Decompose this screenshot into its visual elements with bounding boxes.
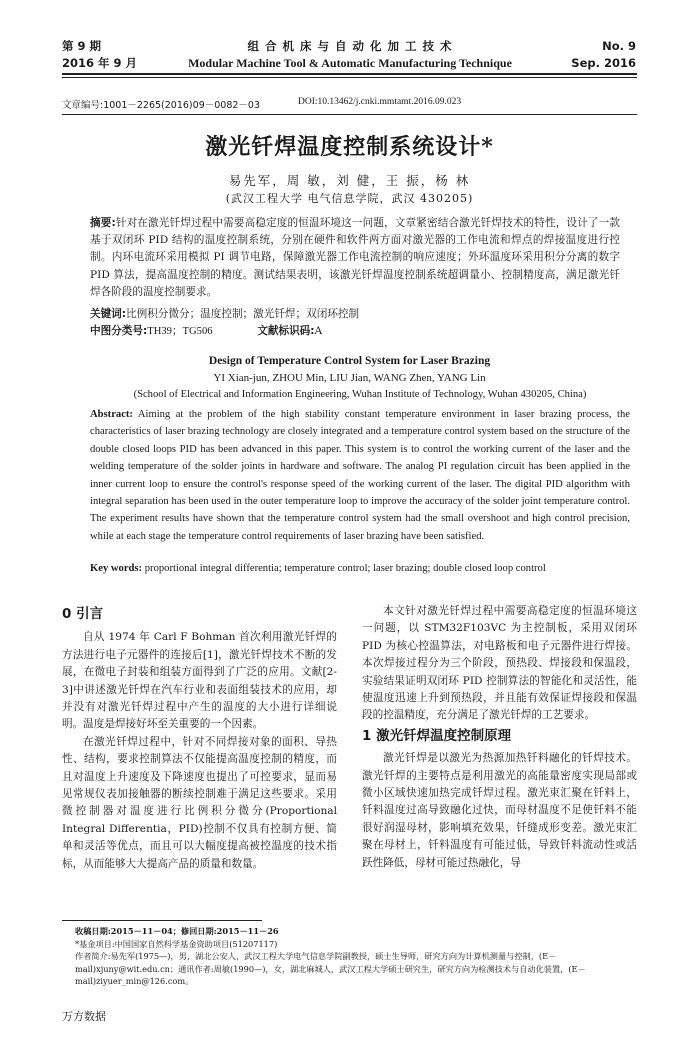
doc-value: A: [314, 325, 323, 337]
english-authors: YI Xian-jun, ZHOU Min, LIU Jian, WANG Zhen, YANG Lin: [213, 372, 486, 384]
header-rule-thick: [62, 73, 637, 75]
left-paragraph-2: 在激光钎焊过程中，针对不同焊接对象的面积、导热性、结构，要求控制算法不仅能提高温度控制的精度，而且对温度上升速度及下降速度也提出了可控要求，显而易见常规仪表加接触器的断续控制难于满足这些要求。采用微控制器对温度进行比例积分微分(Proportional Integral Differentia，PID)控制不仅具有控制方便、简单和灵活等优点，而且可以大幅度提高被控温度的技术指标，从而能够大大提高产品的质量和数量。: [62, 735, 337, 870]
abstract-cn: [90, 215, 620, 301]
keywords-en-text: proportional integral differentia; temperature control; laser brazing; double closed loop control: [144, 563, 546, 574]
date-en: Sep. 2016: [571, 56, 636, 70]
keywords-cn-label: 关键词:: [90, 308, 127, 320]
left-paragraph-1: 自从 1974 年 Carl F Bohman 首次利用激光钎焊的方法进行电子元器件的连接后[1]，激光钎焊技术不断的发展，在微电子封装和组装方面得到了广泛的应用。文献[2-3]中讲述激光钎焊在汽车行业和表面组装技术的应用，却并没有对激光钎焊过程中产生的温度的大小进行详细说明。温度是焊接好坏至关重要的一个因素。: [62, 631, 337, 731]
meta-rule: [62, 114, 637, 115]
header-right: [516, 38, 636, 72]
abstract-cn-label: 摘要:: [90, 217, 116, 229]
article-number: 文章编号:1001－2265(2016)09－0082－03: [62, 100, 260, 111]
header-center: [150, 38, 550, 72]
abstract-en: [90, 406, 630, 545]
journal-cn: 组 合 机 床 与 自 动 化 加 工 技 术: [247, 39, 453, 53]
doi: DOI:10.13462/j.cnki.mmtamt.2016.09.023: [298, 97, 462, 107]
page-title: 激光钎焊温度控制系统设计*: [205, 134, 494, 160]
affiliation-cn: (武汉工程大学 电气信息学院，武汉 430205): [225, 192, 474, 205]
section-1-heading: 1 激光钎焊温度控制原理: [362, 727, 512, 744]
english-title: Design of Temperature Control System for Laser Brazing: [208, 355, 491, 367]
issue-cn: 第 9 期: [62, 39, 102, 53]
keywords-cn: [90, 306, 620, 323]
keywords-cn-text: 比例积分微分；温度控制；激光钎焊；双闭环控制: [126, 308, 360, 320]
body-right-column: [362, 603, 637, 872]
classification: [90, 323, 620, 340]
clc-value: TH39；TG506: [147, 326, 213, 337]
keywords-en: [90, 560, 630, 577]
right-paragraph-2: 激光钎焊是以激光为热源加热钎料融化的钎焊技术。激光钎焊的主要特点是利用激光的高能量密度实现局部或微小区域快速加热完成钎焊过程。激光束汇聚在钎料上，钎料温度过高导致融化过快，而母材温度不足使钎料不能很好润湿母材，影响填充效果，钎缝成形变差。激光束汇聚在母材上，钎料温度有可能过低，导致钎料流动性或活跃性降低，母材可能过热融化，导: [362, 752, 637, 869]
abstract-en-label: Abstract:: [90, 409, 133, 420]
right-paragraph-1: 本文针对激光钎焊过程中需要高稳定度的恒温环境这一问题，以 STM32F103VC 为主控制板，采用双闭环 PID 为核心控温算法，对电路板和电子元器件进行焊接。本次焊接过程分为三个阶段，预热段、焊接段和保温段，实验结果证明双闭环 PID 控制算法的智能化和灵活性，能使温度迅速上升到预热段，并且能有效保证焊接段和保温段的控温精度，充分满足了激光钎焊的工艺要求。: [362, 605, 637, 722]
authors-cn: 易先军，周 敏，刘 健，王 振，杨 林: [228, 173, 471, 188]
watermark: 万方数据: [62, 1010, 106, 1023]
abstract-en-text: Aiming at the problem of the high stability constant temperature environment in laser brazing process, the characteristics of laser brazing technology are closely integrated and a temperature control system based on the structure of the double closed loops PID has been advanced in this paper. This system is to control the working current of the laser and the welding temperature of the solder joints in hardware and software. The analog PI regulation circuit has been applied in the inner current loop to ensure the control's response speed of the working current of the laser. The digital PID algorithm with integral separation has been used in the outer temperature loop to improve the accuracy of the solder joint temperature control. The experiment results have shown that the temperature control system had the small overshoot and high control precision, while at each stage the temperature control requirements of laser brazing have been satisfied.: [90, 409, 630, 542]
doc-label: 文献标识码:: [257, 325, 315, 337]
footnotes: [75, 925, 635, 988]
abstract-cn-text: 针对在激光钎焊过程中需要高稳定度的恒温环境这一问题，文章紧密结合激光钎焊技术的特性，设计了一款基于双闭环 PID 结构的温度控制系统，分别在硬件和软件两方面对激光器的工作电流和焊点的焊接温度进行控制。内环电流环采用模拟 PI 调节电路，保障激光器工作电流控制的响应速度；外环温度环采用积分分离的数字 PID 算法，提高温度控制的精度。测试结果表明，该激光钎焊温度控制系统超调量小、控制精度高，满足激光钎焊各阶段的温度控制要求。: [90, 217, 620, 298]
body-left-column: [62, 600, 337, 873]
keywords-en-label: Key words:: [90, 563, 143, 574]
date-cn: 2016 年 9 月: [62, 56, 138, 70]
footnote-rule: [62, 920, 262, 921]
footnote-received: 收稿日期:2015－11－04；修回日期:2015－11－26: [75, 926, 279, 936]
section-0-heading: 0 引言: [62, 606, 104, 622]
issue-en: No. 9: [602, 39, 636, 53]
footnote-author-info: 作者简介:易先军(1975—)，男，湖北公安人，武汉工程大学电气信息学院副教授，硕士生导师，研究方向为计算机测量与控制，(E－mail)xjuny@wit.edu.cn；通讯作者:周敏(1990—)，女，湖北麻城人，武汉工程大学硕士研究生，研究方向为检测技术与自动化装置，(E－mail)ziyuer_min@126.com。: [75, 951, 586, 986]
header-rule-thin: [62, 77, 637, 78]
clc-label: 中图分类号:: [90, 325, 148, 337]
footnote-fund: *基金项目:中国国家自然科学基金资助项目(51207117): [75, 938, 278, 949]
journal-en: Modular Machine Tool & Automatic Manufacturing Technique: [188, 56, 512, 70]
english-affiliation: (School of Electrical and Information Engineering, Wuhan Institute of Technology, Wuhan 430205, China): [133, 389, 587, 400]
